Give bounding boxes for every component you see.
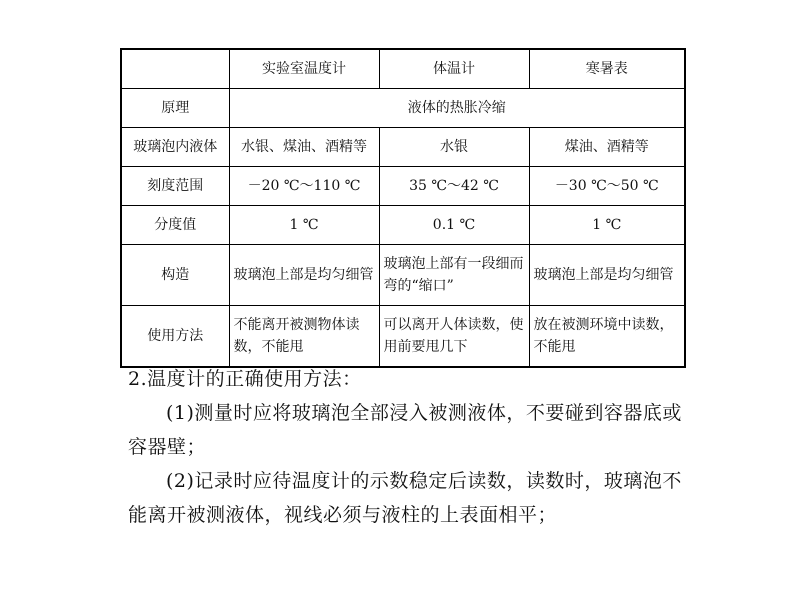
header-clinical-thermometer: 体温计 xyxy=(379,49,529,89)
header-corner-cell xyxy=(121,49,229,89)
table-cell: 玻璃泡上部有一段细而弯的“缩口” xyxy=(379,245,529,306)
row-label: 玻璃泡内液体 xyxy=(121,128,229,167)
table-row-usage xyxy=(121,306,685,368)
instruction-item-1: (1)测量时应将玻璃泡全部浸入被测液体，不要碰到容器底或容器壁； xyxy=(128,402,682,458)
table-cell: 可以离开人体读数，使用前要甩几下 xyxy=(379,306,529,368)
table-cell: 1 ℃ xyxy=(229,206,379,245)
header-weather-thermometer: 寒暑表 xyxy=(529,49,685,89)
principle-merged-cell: 液体的热胀冷缩 xyxy=(229,89,685,128)
table-row-range xyxy=(121,167,685,206)
table-cell: 水银 xyxy=(379,128,529,167)
comparison-table xyxy=(120,48,686,368)
row-label: 构造 xyxy=(121,245,229,306)
table-cell: 放在被测环境中读数，不能甩 xyxy=(529,306,685,368)
section-heading: 2.温度计的正确使用方法： xyxy=(128,368,362,390)
table-cell: 玻璃泡上部是均匀细管 xyxy=(229,245,379,306)
row-label: 分度值 xyxy=(121,206,229,245)
thermometer-comparison-table xyxy=(120,48,684,355)
table-row-structure xyxy=(121,245,685,306)
table-cell: 煤油、酒精等 xyxy=(529,128,685,167)
row-label: 原理 xyxy=(121,89,229,128)
table-header-row xyxy=(121,49,685,89)
table-cell: 1 ℃ xyxy=(529,206,685,245)
table-row-principle xyxy=(121,89,685,128)
table-cell: 玻璃泡上部是均匀细管 xyxy=(529,245,685,306)
instruction-item-2: (2)记录时应待温度计的示数稳定后读数，读数时，玻璃泡不能离开被测液体，视线必须与液柱的上表面相平； xyxy=(128,470,682,526)
table-cell: 水银、煤油、酒精等 xyxy=(229,128,379,167)
header-lab-thermometer: 实验室温度计 xyxy=(229,49,379,89)
table-cell: －20 ℃～110 ℃ xyxy=(229,167,379,206)
table-row-liquid xyxy=(121,128,685,167)
table-cell: 35 ℃～42 ℃ xyxy=(379,167,529,206)
table-row-division xyxy=(121,206,685,245)
row-label: 使用方法 xyxy=(121,306,229,368)
table-cell: 不能离开被测物体读数，不能甩 xyxy=(229,306,379,368)
row-label: 刻度范围 xyxy=(121,167,229,206)
usage-instructions xyxy=(128,362,688,532)
table-cell: 0.1 ℃ xyxy=(379,206,529,245)
table-cell: －30 ℃～50 ℃ xyxy=(529,167,685,206)
